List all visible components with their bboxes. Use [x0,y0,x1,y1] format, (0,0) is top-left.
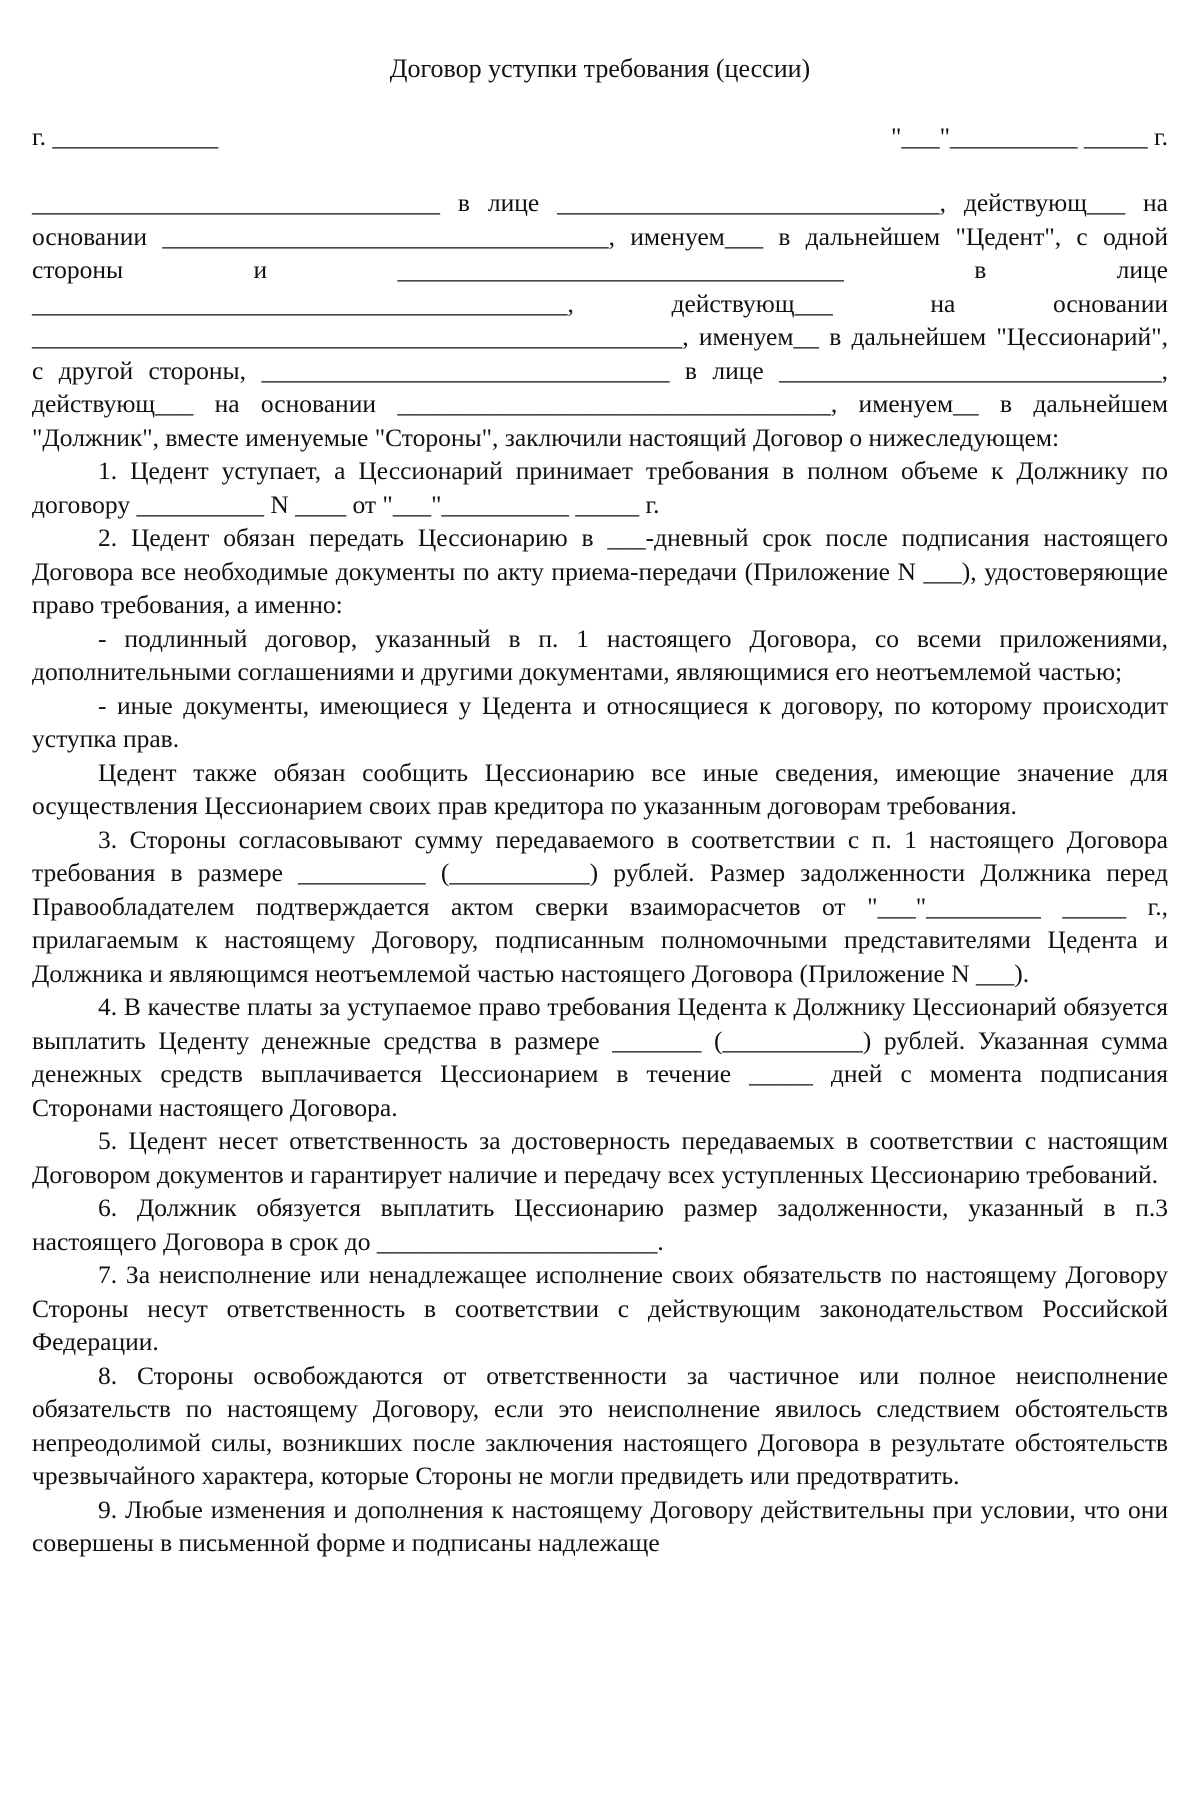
document-title: Договор уступки требования (цессии) [389,54,811,83]
clause-2-additional-info: Цедент также обязан сообщить Цессионарию все иные сведения, имеющие значение для осуществления Цессионарием своих прав кредитора по указанным договорам требования. [32,757,1168,820]
document-body [32,186,1168,1560]
clause-1: 1. Цедент уступает, а Цессионарий принимает требования в полном объеме к Должнику по договору __________ N ____ от "___"__________ _____ г. [32,456,1168,519]
date-line: "___"__________ _____ г. [890,122,1168,151]
clause-2: 2. Цедент обязан передать Цессионарию в ___-дневный срок после подписания настоящего Договора все необходимые документы по акту приема-передачи (Приложение N ___), удостоверяющие право требования, а именно: [32,523,1168,619]
clause-2-item-original-contract: - подлинный договор, указанный в п. 1 настоящего Договора, со всеми приложениями, дополнительными соглашениями и другими документами, являющимися его неотъемлемой частью; [32,623,1168,686]
preamble-paragraph: ________________________________ в лице ______________________________, действующ___ на основании ___________________________________, именуем___ в дальнейшем "Цедент", с одной стороны и ___________________________________ в лице __________________________________________, действующ___ на основании ___________________________________________________, именуем__ в дальнейшем "Цессионарий", с другой стороны, ________________________________ в лице ______________________________, действующ___ на основании __________________________________, именуем__ в дальнейшем "Должник", вместе именуемые "Стороны", заключили настоящий Договор о нижеследующем: [32,188,1168,452]
clause-8: 8. Стороны освобождаются от ответственности за частичное или полное неисполнение обязательств по настоящему Договору, если это неисполнение явилось следствием обстоятельств непреодолимой силы, возникших после заключения настоящего Договора в результате обстоятельств чрезвычайного характера, которые Стороны не могли предвидеть или предотвратить. [32,1360,1168,1490]
clause-4: 4. В качестве платы за уступаемое право требования Цедента к Должнику Цессионарий обязуется выплатить Цеденту денежные средства в размере _______ (___________) рублей. Указанная сумма денежных средств выплачивается Цессионарием в течение _____ дней с момента подписания Сторонами настоящего Договора. [32,992,1168,1122]
clause-2-item-other-documents: - иные документы, имеющиеся у Цедента и относящиеся к договору, по которому происходит уступка прав. [32,690,1168,753]
city-line: г. _____________ [32,122,219,151]
clause-7: 7. За неисполнение или ненадлежащее исполнение своих обязательств по настоящему Договору Стороны несут ответственность в соответствии с действующим законодательством Российской Федерации. [32,1260,1168,1356]
clause-5: 5. Цедент несет ответственность за достоверность передаваемых в соответствии с настоящим Договором документов и гарантирует наличие и передачу всех уступленных Цессионарию требований. [32,1126,1168,1189]
clause-6: 6. Должник обязуется выплатить Цессионарию размер задолженности, указанный в п.3 настоящего Договора в срок до ______________________. [32,1193,1168,1256]
clause-3: 3. Стороны согласовывают сумму передаваемого в соответствии с п. 1 настоящего Договора требования в размере __________ (___________) рублей. Размер задолженности Должника перед Правообладателем подтверждается актом сверки взаиморасчетов от "___"_________ _____ г., прилагаемым к настоящему Договору, подписанным полномочными представителями Цедента и Должника и являющимся неотъемлемой частью настоящего Договора (Приложение N ___). [32,824,1168,988]
clause-9: 9. Любые изменения и дополнения к настоящему Договору действительны при условии, что они совершены в письменной форме и подписаны надлежаще [32,1494,1168,1557]
